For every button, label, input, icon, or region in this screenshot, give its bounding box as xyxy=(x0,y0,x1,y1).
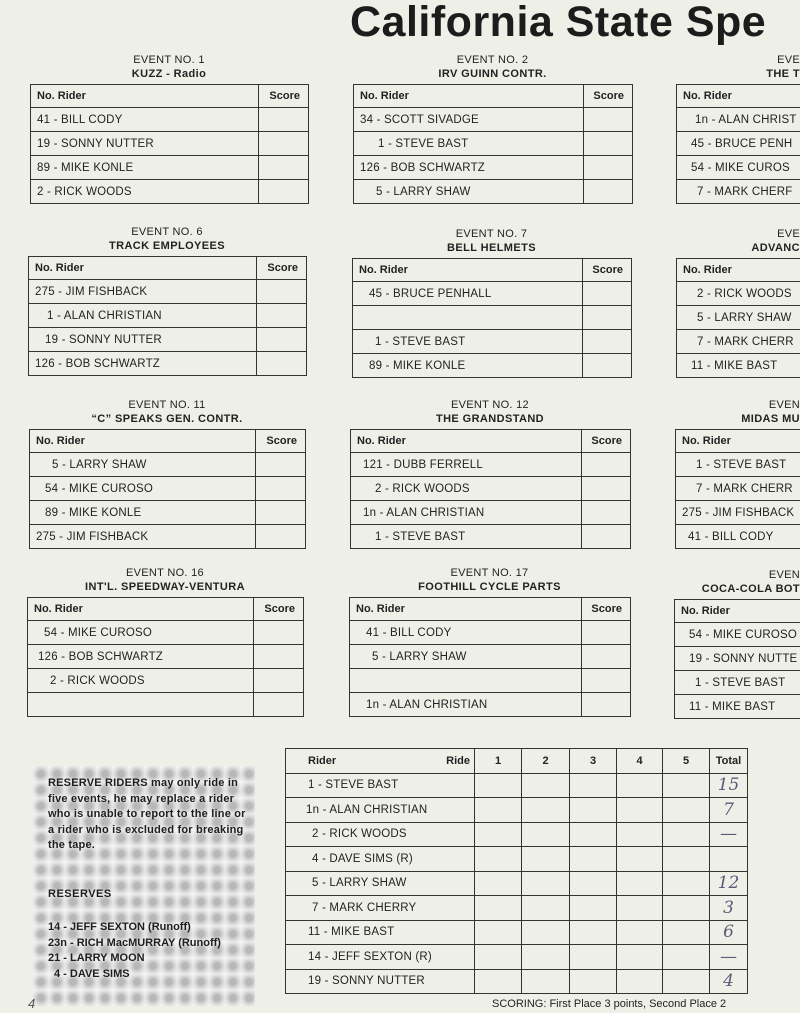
event-card xyxy=(27,566,303,717)
ride-cell[interactable] xyxy=(475,969,522,994)
rider-header: No. Rider xyxy=(29,257,257,280)
score-cell[interactable] xyxy=(259,108,309,132)
ride-cell[interactable] xyxy=(522,871,570,896)
event-table xyxy=(28,256,307,376)
rider-cell: 5 - LARRY SHAW xyxy=(677,306,800,330)
scoring-note: SCORING: First Place 3 points, Second Place 2 xyxy=(492,998,727,1010)
score-header: Score xyxy=(259,85,309,108)
event-number: EVENT NO. 6 xyxy=(131,226,203,238)
rider-cell: 1n - ALAN CHRISTIAN xyxy=(350,693,582,717)
ride-cell[interactable] xyxy=(617,969,663,994)
ride-5-header: 5 xyxy=(663,749,710,774)
event-sponsor: THE GRANDSTAND xyxy=(435,413,545,425)
rider-header: No. Rider xyxy=(350,598,582,621)
ride-cell[interactable] xyxy=(475,945,522,970)
event-number: EVENT NO. 1 xyxy=(133,54,205,66)
summary-rider: 4 - DAVE SIMS (R) xyxy=(286,847,475,872)
event-table xyxy=(30,84,309,204)
reserve-item: 21 - LARRY MOON xyxy=(48,952,145,964)
total-cell[interactable]: — xyxy=(710,822,748,847)
rider-cell: 1n - ALAN CHRISTIAN xyxy=(351,501,582,525)
ride-cell[interactable] xyxy=(522,798,570,823)
score-cell[interactable] xyxy=(256,453,306,477)
rider-cell: 89 - MIKE KONLE xyxy=(353,354,583,378)
score-cell[interactable] xyxy=(257,352,307,376)
rider-cell: 2 - RICK WOODS xyxy=(31,180,259,204)
ride-cell[interactable] xyxy=(663,969,710,994)
rider-cell: 275 - JIM FISHBACK xyxy=(29,280,257,304)
event-number: EVEN xyxy=(768,569,800,581)
ride-1-header: 1 xyxy=(475,749,522,774)
rider-cell: 11 - MIKE BAST xyxy=(677,354,800,378)
event-sponsor: INT'L. SPEEDWAY-VENTURA xyxy=(85,581,245,593)
event-number: EVENT NO. 7 xyxy=(455,228,528,240)
ride-2-header: 2 xyxy=(522,749,570,774)
summary-rider: 5 - LARRY SHAW xyxy=(286,871,475,896)
total-cell[interactable]: 7 xyxy=(710,798,748,823)
reserves-heading: RESERVES xyxy=(48,888,112,900)
event-number: EVENT NO. 17 xyxy=(450,567,529,579)
event-sponsor: ADVANC xyxy=(751,242,800,254)
rider-cell: 41 - BILL CODY xyxy=(350,621,582,645)
summary-row xyxy=(286,969,748,994)
rider-cell xyxy=(353,306,583,330)
ride-cell[interactable] xyxy=(570,920,617,945)
rider-header: No. Rider xyxy=(676,430,800,453)
ride-cell[interactable] xyxy=(663,847,710,872)
ride-cell[interactable] xyxy=(570,822,617,847)
ride-cell[interactable] xyxy=(522,969,570,994)
score-header: Score xyxy=(584,85,633,108)
reserve-item: 14 - JEFF SEXTON (Runoff) xyxy=(48,921,191,933)
score-header: Score xyxy=(582,430,631,453)
score-cell[interactable] xyxy=(254,621,304,645)
total-cell[interactable]: 12 xyxy=(710,871,748,896)
ride-cell[interactable] xyxy=(475,773,522,798)
rider-cell: 1 - STEVE BAST xyxy=(676,453,800,477)
score-cell[interactable] xyxy=(583,330,632,354)
rider-cell: 7 - MARK CHERR xyxy=(677,330,800,354)
rider-header: No. Rider xyxy=(675,600,800,623)
event-table xyxy=(350,429,631,549)
score-cell[interactable] xyxy=(259,132,309,156)
rider-cell: 1 - STEVE BAST xyxy=(675,671,800,695)
ride-cell[interactable] xyxy=(475,847,522,872)
ride-cell[interactable] xyxy=(663,822,710,847)
ride-cell[interactable] xyxy=(617,822,663,847)
event-table xyxy=(349,597,631,717)
rider-cell: 45 - BRUCE PENH xyxy=(677,132,800,156)
ride-cell[interactable] xyxy=(522,822,570,847)
score-cell[interactable] xyxy=(582,453,631,477)
event-card xyxy=(674,568,800,719)
score-header: Score xyxy=(256,430,306,453)
summary-row xyxy=(286,945,748,970)
ride-cell[interactable] xyxy=(617,920,663,945)
ride-cell[interactable] xyxy=(570,847,617,872)
summary-rider: 11 - MIKE BAST xyxy=(286,920,475,945)
event-number: EVEN xyxy=(768,399,800,411)
ride-cell[interactable] xyxy=(617,847,663,872)
reserves-list xyxy=(48,920,221,982)
rider-cell: 1 - ALAN CHRISTIAN xyxy=(29,304,257,328)
ride-cell[interactable] xyxy=(663,773,710,798)
summary-row xyxy=(286,871,748,896)
score-header: Score xyxy=(583,259,632,282)
ride-cell[interactable] xyxy=(617,896,663,921)
event-number: EVE xyxy=(777,54,800,66)
total-header: Total xyxy=(710,749,748,774)
ride-cell[interactable] xyxy=(617,773,663,798)
ride-col-header: Ride xyxy=(446,754,470,767)
rider-cell: 54 - MIKE CUROSO xyxy=(30,477,256,501)
summary-row xyxy=(286,896,748,921)
ride-cell[interactable] xyxy=(475,920,522,945)
rider-cell: 1 - STEVE BAST xyxy=(351,525,582,549)
score-cell[interactable] xyxy=(257,280,307,304)
ride-cell[interactable] xyxy=(522,945,570,970)
ride-cell[interactable] xyxy=(475,798,522,823)
rider-header: No. Rider xyxy=(353,259,583,282)
summary-rider: 7 - MARK CHERRY xyxy=(286,896,475,921)
summary-rider: 1n - ALAN CHRISTIAN xyxy=(286,798,475,823)
event-number: EVENT NO. 12 xyxy=(451,399,529,411)
score-cell[interactable] xyxy=(584,156,633,180)
event-sponsor: IRV GUINN CONTR. xyxy=(438,68,547,80)
score-cell[interactable] xyxy=(584,108,633,132)
rider-cell: 1 - STEVE BAST xyxy=(354,132,584,156)
rider-cell: 121 - DUBB FERRELL xyxy=(351,453,582,477)
rider-cell: 275 - JIM FISHBACK xyxy=(30,525,256,549)
rider-col-header: Rider xyxy=(308,754,337,767)
reserve-riders-box xyxy=(33,766,255,1006)
event-table xyxy=(674,599,800,719)
event-card xyxy=(29,398,305,549)
reserve-note-body: may only ride in five events, he may replace a rider who is unable to report to the line or a rider who is excluded for breaking the tape. xyxy=(48,777,246,851)
ride-cell[interactable] xyxy=(663,945,710,970)
rider-cell xyxy=(350,669,582,693)
rider-cell: 19 - SONNY NUTTER xyxy=(31,132,259,156)
score-cell[interactable] xyxy=(583,306,632,330)
score-header: Score xyxy=(582,598,631,621)
rider-cell: 45 - BRUCE PENHALL xyxy=(353,282,583,306)
summary-row xyxy=(286,822,748,847)
reserve-note xyxy=(48,776,248,854)
rider-cell: 34 - SCOTT SIVADGE xyxy=(354,108,584,132)
ride-cell[interactable] xyxy=(522,920,570,945)
summary-row xyxy=(286,920,748,945)
ride-cell[interactable] xyxy=(522,773,570,798)
rider-cell: 7 - MARK CHERF xyxy=(677,180,800,204)
event-card xyxy=(352,227,631,378)
rider-cell: 19 - SONNY NUTTE xyxy=(675,647,800,671)
ride-cell[interactable] xyxy=(570,945,617,970)
event-card xyxy=(349,566,630,717)
ride-cell[interactable] xyxy=(475,896,522,921)
score-cell[interactable] xyxy=(259,180,309,204)
score-cell[interactable] xyxy=(257,304,307,328)
score-cell[interactable] xyxy=(582,669,631,693)
ride-cell[interactable] xyxy=(570,969,617,994)
event-number: EVENT NO. 11 xyxy=(128,399,206,411)
ride-cell[interactable] xyxy=(617,945,663,970)
ride-cell[interactable] xyxy=(617,871,663,896)
event-sponsor: BELL HELMETS xyxy=(447,242,536,254)
total-cell[interactable]: — xyxy=(710,945,748,970)
score-summary-table xyxy=(285,748,748,994)
summary-rider: 14 - JEFF SEXTON (R) xyxy=(286,945,475,970)
rider-cell: 54 - MIKE CUROSO xyxy=(675,623,800,647)
rider-cell: 126 - BOB SCHWARTZ xyxy=(29,352,257,376)
event-table xyxy=(676,84,800,204)
rider-cell: 19 - SONNY NUTTER xyxy=(29,328,257,352)
ride-cell[interactable] xyxy=(617,798,663,823)
summary-rider: 1 - STEVE BAST xyxy=(286,773,475,798)
total-cell[interactable]: 6 xyxy=(710,920,748,945)
page-title: California State Spe xyxy=(350,0,767,46)
score-cell[interactable] xyxy=(254,669,304,693)
event-sponsor: TRACK EMPLOYEES xyxy=(108,240,225,252)
rider-cell: 89 - MIKE KONLE xyxy=(30,501,256,525)
rider-header: No. Rider xyxy=(31,85,259,108)
rider-cell: 54 - MIKE CUROSO xyxy=(28,621,254,645)
ride-cell[interactable] xyxy=(570,871,617,896)
event-sponsor: “C” SPEAKS GEN. CONTR. xyxy=(91,413,243,425)
summary-rider: 2 - RICK WOODS xyxy=(286,822,475,847)
ride-cell[interactable] xyxy=(570,773,617,798)
rider-cell: 41 - BILL CODY xyxy=(676,525,800,549)
score-cell[interactable] xyxy=(582,477,631,501)
score-cell[interactable] xyxy=(584,132,633,156)
rider-header: No. Rider xyxy=(30,430,256,453)
reserve-note-lead: RESERVE RIDERS xyxy=(48,777,148,789)
rider-cell: 5 - LARRY SHAW xyxy=(350,645,582,669)
ride-cell[interactable] xyxy=(663,896,710,921)
event-number: EVENT NO. 2 xyxy=(456,54,529,66)
rider-cell: 2 - RICK WOODS xyxy=(28,669,254,693)
total-cell[interactable] xyxy=(710,847,748,872)
rider-cell: 1 - STEVE BAST xyxy=(353,330,583,354)
ride-cell[interactable] xyxy=(663,798,710,823)
event-sponsor: MIDAS MU xyxy=(741,413,800,425)
reserve-item: 4 - DAVE SIMS xyxy=(54,967,130,980)
rider-cell: 89 - MIKE KONLE xyxy=(31,156,259,180)
event-number: EVE xyxy=(777,228,800,240)
summary-rider: 19 - SONNY NUTTER xyxy=(286,969,475,994)
rider-cell: 2 - RICK WOODS xyxy=(677,282,800,306)
event-sponsor: THE T xyxy=(766,68,800,80)
score-cell[interactable] xyxy=(259,156,309,180)
score-cell[interactable] xyxy=(582,645,631,669)
rider-cell: 2 - RICK WOODS xyxy=(351,477,582,501)
event-card xyxy=(350,398,630,549)
rider-cell: 7 - MARK CHERR xyxy=(676,477,800,501)
ride-cell[interactable] xyxy=(475,871,522,896)
ride-cell[interactable] xyxy=(663,871,710,896)
score-cell[interactable] xyxy=(583,282,632,306)
event-card xyxy=(675,398,800,549)
event-table xyxy=(353,84,633,204)
rider-cell: 5 - LARRY SHAW xyxy=(30,453,256,477)
page-number: 4 xyxy=(28,996,36,1011)
event-sponsor: COCA-COLA BOT xyxy=(701,583,800,595)
event-table xyxy=(675,429,800,549)
rider-header: No. Rider xyxy=(351,430,582,453)
score-cell[interactable] xyxy=(256,477,306,501)
event-table xyxy=(676,258,800,378)
score-cell[interactable] xyxy=(583,354,632,378)
event-sponsor: FOOTHILL CYCLE PARTS xyxy=(418,581,561,593)
ride-3-header: 3 xyxy=(570,749,617,774)
event-table xyxy=(27,597,304,717)
event-card xyxy=(353,53,632,204)
score-cell[interactable] xyxy=(254,645,304,669)
ride-cell[interactable] xyxy=(570,798,617,823)
event-card xyxy=(676,227,800,378)
rider-cell: 41 - BILL CODY xyxy=(31,108,259,132)
event-table xyxy=(29,429,306,549)
event-number: EVENT NO. 16 xyxy=(126,567,204,579)
rider-header: No. Rider xyxy=(354,85,584,108)
event-table xyxy=(352,258,632,378)
event-card xyxy=(676,53,800,204)
score-cell[interactable] xyxy=(582,693,631,717)
score-cell[interactable] xyxy=(254,693,304,717)
score-header: Score xyxy=(257,257,307,280)
rider-cell: 126 - BOB SCHWARTZ xyxy=(354,156,584,180)
rider-header: No. Rider xyxy=(28,598,254,621)
total-cell[interactable]: 15 xyxy=(710,773,748,798)
rider-cell: 11 - MIKE BAST xyxy=(675,695,800,719)
rider-header: No. Rider xyxy=(677,85,800,108)
score-cell[interactable] xyxy=(257,328,307,352)
summary-row xyxy=(286,798,748,823)
rider-cell xyxy=(28,693,254,717)
ride-cell[interactable] xyxy=(663,920,710,945)
total-cell[interactable]: 4 xyxy=(710,969,748,994)
rider-cell: 54 - MIKE CUROS xyxy=(677,156,800,180)
score-cell[interactable] xyxy=(582,621,631,645)
summary-row xyxy=(286,773,748,798)
event-card xyxy=(28,225,306,376)
ride-4-header: 4 xyxy=(617,749,663,774)
ride-cell[interactable] xyxy=(570,896,617,921)
ride-cell[interactable] xyxy=(475,822,522,847)
score-cell[interactable] xyxy=(582,525,631,549)
score-cell[interactable] xyxy=(256,525,306,549)
ride-cell[interactable] xyxy=(522,896,570,921)
event-card xyxy=(30,53,308,204)
ride-cell[interactable] xyxy=(522,847,570,872)
score-header: Score xyxy=(254,598,304,621)
summary-row xyxy=(286,847,748,872)
score-cell[interactable] xyxy=(256,501,306,525)
score-cell[interactable] xyxy=(582,501,631,525)
rider-cell: 126 - BOB SCHWARTZ xyxy=(28,645,254,669)
rider-cell: 5 - LARRY SHAW xyxy=(354,180,584,204)
rider-ride-header xyxy=(286,749,475,774)
rider-cell: 1n - ALAN CHRIST xyxy=(677,108,800,132)
rider-cell: 275 - JIM FISHBACK xyxy=(676,501,800,525)
reserve-item: 23n - RICH MacMURRAY (Runoff) xyxy=(48,936,221,949)
score-cell[interactable] xyxy=(584,180,633,204)
event-sponsor: KUZZ - Radio xyxy=(131,68,207,80)
rider-header: No. Rider xyxy=(677,259,800,282)
total-cell[interactable]: 3 xyxy=(710,896,748,921)
